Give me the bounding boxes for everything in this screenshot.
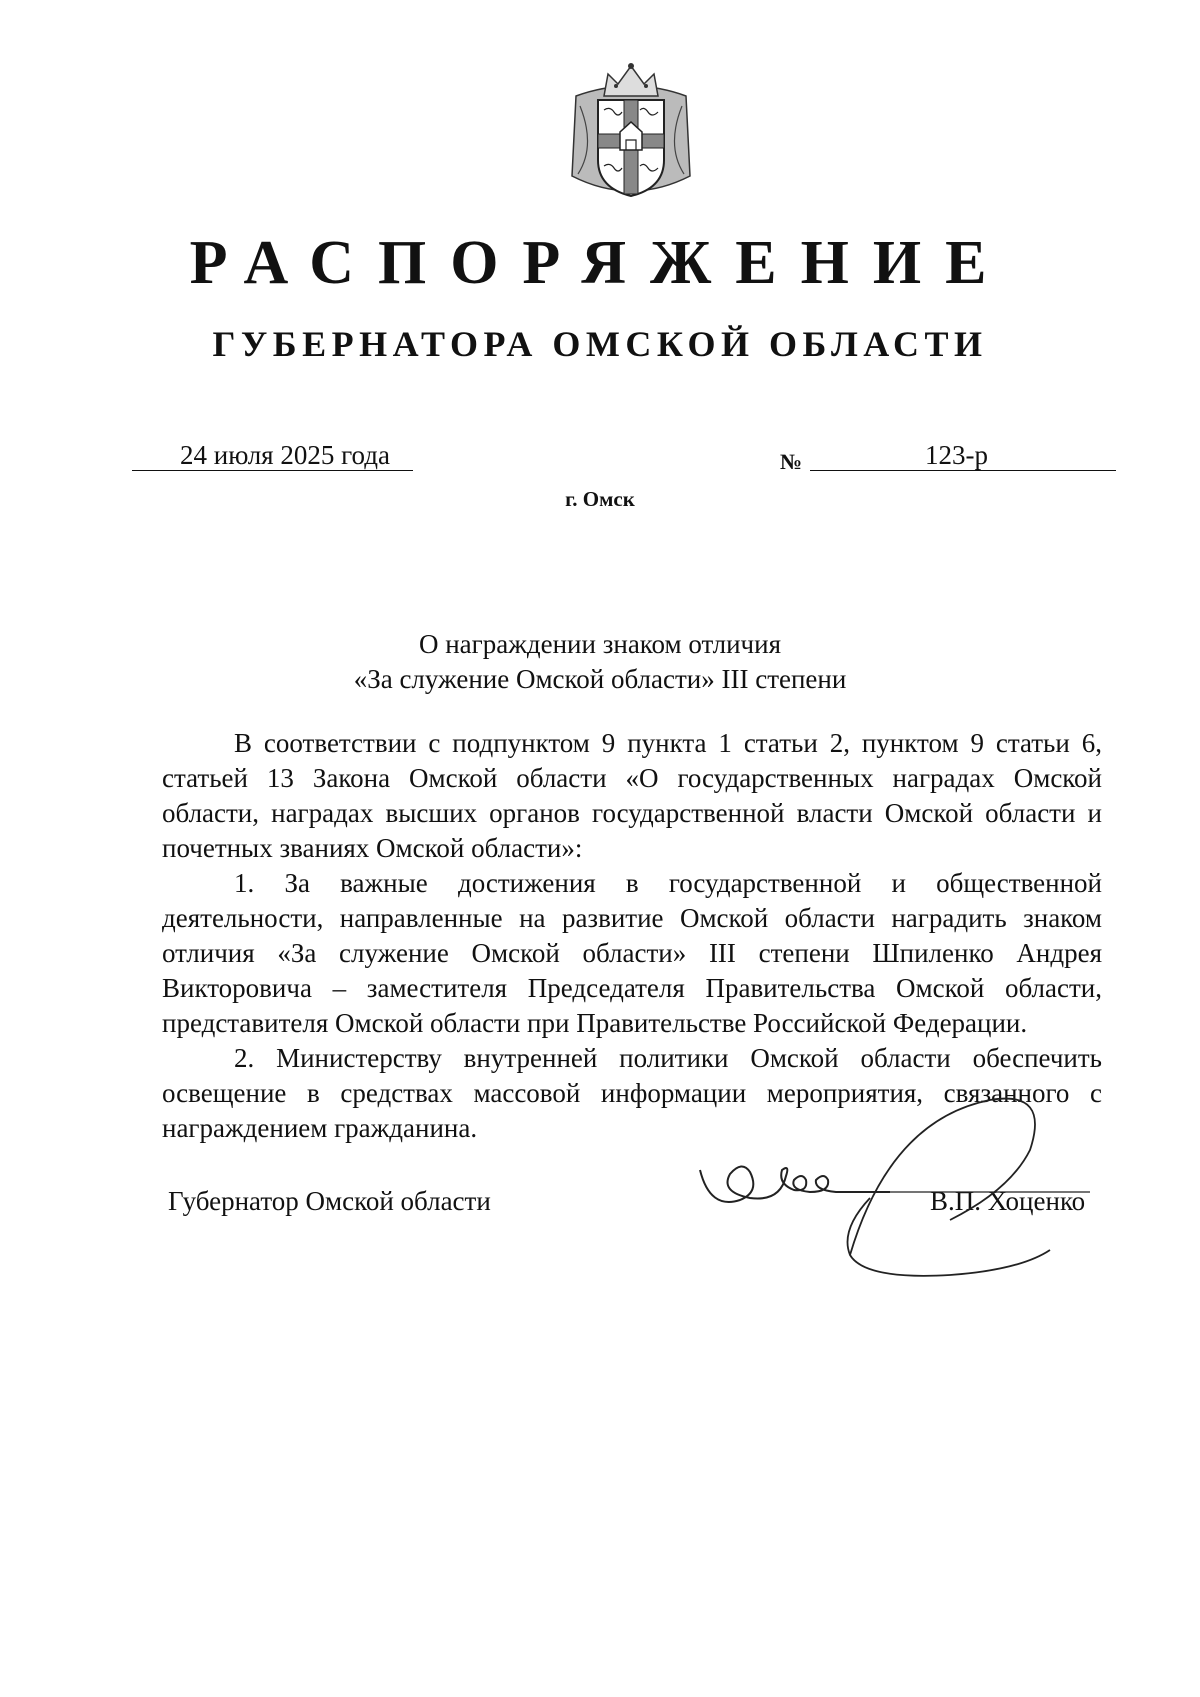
paragraph-preamble: В соответствии с подпунктом 9 пункта 1 статьи 2, пунктом 9 статьи 6, статьей 13 Закона Омской области «О государственных наградах Омской области, наградах высших органов государственной власти Омской области и почетных званиях Омской области»:: [162, 728, 1102, 863]
document-heading: [0, 627, 1200, 697]
heading-line-2: «За служение Омской области» III степени: [353, 664, 847, 694]
date-underline: [132, 470, 413, 471]
document-city: г. Омск: [565, 487, 635, 511]
document-subtitle: ГУБЕРНАТОРА ОМСКОЙ ОБЛАСТИ: [212, 324, 988, 364]
document-title: РАСПОРЯЖЕНИЕ: [189, 229, 1011, 297]
signatory-name: В.П. Хоценко: [930, 1186, 1086, 1216]
handwritten-signature-icon: [690, 1080, 1100, 1280]
paragraph-item-2: 2. Министерству внутренней политики Омской области обеспечить освещение в средствах массовой информации мероприятия, связанного с награждением гражданина.: [162, 1043, 1102, 1143]
number-sign: №: [780, 449, 803, 474]
number-underline: [810, 470, 1116, 471]
heading-line-1: О награждении знаком отличия: [418, 629, 782, 659]
omsk-coat-of-arms-icon: [566, 56, 696, 206]
signatory-position: Губернатор Омской области: [168, 1186, 491, 1216]
document-date: 24 июля 2025 года: [180, 440, 390, 470]
document-number: 123-р: [925, 440, 988, 470]
paragraph-item-1: 1. За важные достижения в государственной и общественной деятельности, направленные на развитие Омской области наградить знаком отличия «За служение Омской области» III степени Шпиленко Андрея Викторовича – заместителя Председателя Правительства Омской области, представителя Омской области при Правительстве Российской Федерации.: [162, 868, 1102, 1038]
